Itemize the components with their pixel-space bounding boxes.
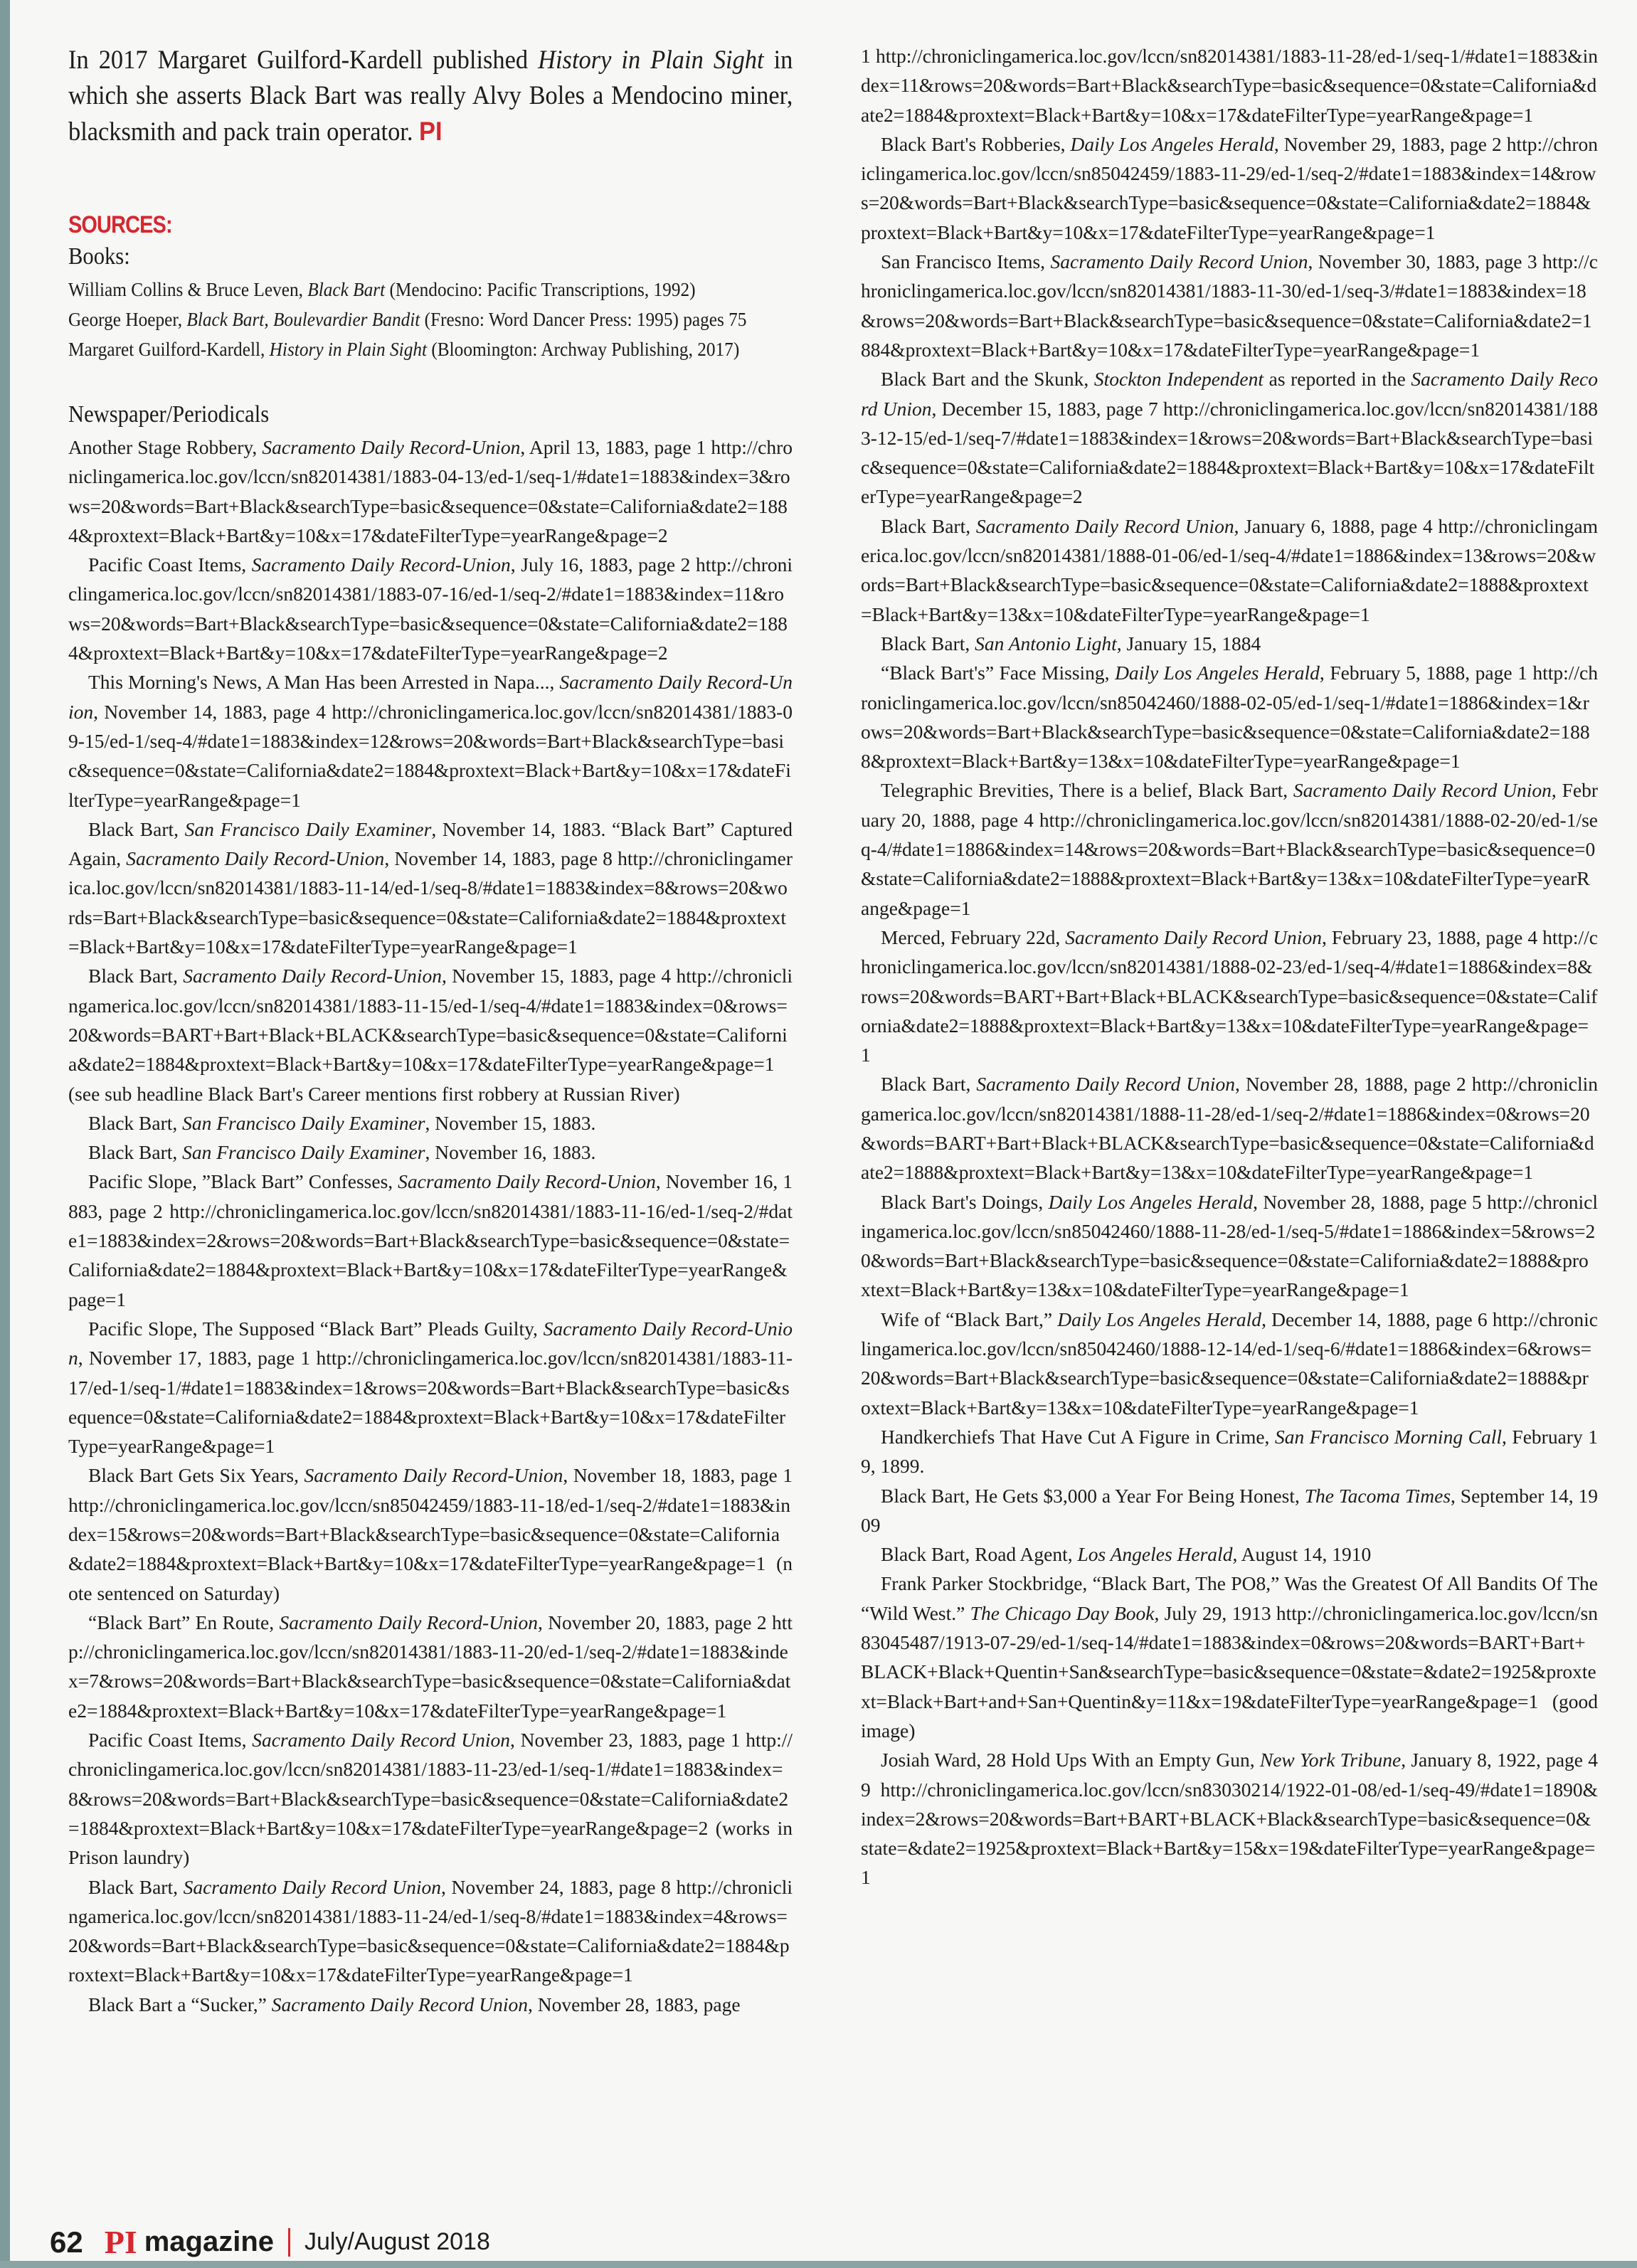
- citation-text: Black Bart,: [881, 514, 976, 537]
- newspaper-citation: [861, 512, 1598, 629]
- citation-text: , February 19, 1899.: [861, 1425, 1598, 1478]
- citation-text: Black Bart, He Gets $3,000 a Year For Being Honest,: [881, 1484, 1305, 1507]
- citation-text: Pacific Slope, The Supposed “Black Bart” Pleads Guilty,: [88, 1317, 544, 1340]
- newspaper-citation: [861, 364, 1598, 511]
- citation-text: , November 17, 1883, page 1 http://chroniclingamerica.loc.gov/lccn/sn82014381/1883-11-17/ed-1/seq-1/#date1=1883&index=1&rows=20&words=Bart+Black&searchType=basic&sequence=0&state=California&date2=1884&proxtext=Black+Bart&y=10&x=17&dateFilterType=yearRange&page=1: [68, 1347, 793, 1458]
- publication-title: Sacramento Daily Record Union: [976, 1073, 1235, 1096]
- newspaper-citation: [68, 1138, 793, 1167]
- citation-text: Black Bart's Robberies,: [881, 132, 1071, 155]
- newspaper-citation: [68, 1990, 793, 2019]
- newspaper-citation: [861, 775, 1598, 922]
- citation-text: (Bloomington: Archway Publishing, 2017): [427, 338, 740, 360]
- newspaper-citation: [861, 1745, 1598, 1892]
- citation-text: Black Bart,: [88, 1111, 183, 1134]
- left-column: [68, 43, 793, 2019]
- newspaper-citation: [68, 1461, 793, 1607]
- publication-title: San Francisco Daily Examiner: [182, 1111, 425, 1134]
- book-citation: [68, 304, 747, 334]
- citation-text: , November 16, 1883.: [425, 1141, 596, 1164]
- citation-text: Black Bart,: [88, 1875, 184, 1898]
- publication-title: Sacramento Daily Record-Union: [68, 1317, 793, 1369]
- newspaper-citation: [861, 1422, 1598, 1481]
- publication-title: Black Bart, Boulevardier Bandit: [186, 308, 420, 330]
- page-number: 62: [50, 2225, 83, 2259]
- newspaper-citation: [68, 550, 793, 667]
- citation-text: Wife of “Black Bart,”: [881, 1308, 1058, 1330]
- citation-text: William Collins & Bruce Leven,: [68, 278, 308, 300]
- citation-text: Black Bart,: [88, 1141, 183, 1164]
- citation-text: Handkerchiefs That Have Cut A Figure in Crime,: [881, 1425, 1275, 1448]
- page-edge: [0, 0, 10, 2268]
- issue-date: July/August 2018: [304, 2228, 490, 2255]
- publication-title: Stockton Independent: [1093, 368, 1264, 391]
- magazine-logo-text: magazine: [144, 2226, 275, 2257]
- books-list: [68, 275, 793, 364]
- citation-text: , December 15, 1883, page 7 http://chroniclingamerica.loc.gov/lccn/sn82014381/1883-12-15/ed-1/seq-7/#date1=1883&index=1&rows=20&words=Bart+Black&searchType=basic&sequence=0&state=California&date2=1884&proxtext=Black+Bart&y=10&x=17&dateFilterType=yearRange&page=2: [861, 397, 1598, 508]
- publication-title: Sacramento Daily Record-Union: [262, 436, 521, 458]
- publication-title: History in Plain Sight: [269, 338, 428, 360]
- newspaper-citation: [68, 1872, 793, 1990]
- citation-text: , November 14, 1883, page 8 http://chroniclingamerica.loc.gov/lccn/sn82014381/1883-11-14/ed-1/seq-8/#date1=1883&index=8&rows=20&words=Bart+Black&searchType=basic&sequence=0&state=California&date2=1884&proxtext=Black+Bart&y=10&x=17&dateFilterType=yearRange&page=1: [68, 847, 793, 958]
- citation-text: Black Bart, Road Agent,: [881, 1543, 1078, 1566]
- page-edge-bottom: [0, 2261, 1637, 2268]
- newspaper-citation: [861, 1540, 1598, 1569]
- book-citation: [68, 275, 735, 304]
- publication-title: Sacramento Daily Record Union: [1293, 779, 1552, 802]
- citation-text: In 2017 Margaret Guilford-Kardell published: [68, 46, 539, 75]
- publication-title: Daily Los Angeles Herald: [1070, 132, 1274, 155]
- publication-title: Los Angeles Herald: [1077, 1543, 1233, 1566]
- citation-text: San Francisco Items,: [881, 250, 1051, 273]
- citation-text: , February 5, 1888, page 1 http://chroniclingamerica.loc.gov/lccn/sn85042460/1888-02-05/ed-1/seq-1/#date1=1886&index=1&rows=20&words=Bart+Black&searchType=basic&sequence=0&state=California&date2=1888&proxtext=Black+Bart&y=13&x=10&dateFilterType=yearRange&page=1: [861, 662, 1598, 773]
- publication-title: History in Plain Sight: [538, 46, 764, 75]
- citation-text: , January 6, 1888, page 4 http://chroniclingamerica.loc.gov/lccn/sn82014381/1888-01-06/ed-1/seq-4/#date1=1886&index=13&rows=20&words=Bart+Black&searchType=basic&sequence=0&state=California&date2=1888&proxtext=Black+Bart&y=13&x=10&dateFilterType=yearRange&page=1: [861, 514, 1598, 625]
- publication-title: Sacramento Daily Record-Union: [126, 847, 385, 870]
- citation-text: , November 14, 1883, page 4 http://chroniclingamerica.loc.gov/lccn/sn82014381/1883-09-15/ed-1/seq-4/#date1=1883&index=12&rows=20&words=Bart+Black&searchType=basic&sequence=0&state=California&date2=1884&proxtext=Black+Bart&y=10&x=17&dateFilterType=yearRange&page=1: [68, 700, 793, 811]
- citation-text: Pacific Coast Items,: [88, 553, 252, 576]
- citation-text: , August 14, 1910: [1232, 1543, 1372, 1566]
- citation-text: , November 28, 1888, page 2 http://chroniclingamerica.loc.gov/lccn/sn82014381/1888-11-28/ed-1/seq-2/#date1=1886&index=0&rows=20&words=BART+Bart+Black+BLACK&searchType=basic&sequence=0&state=California&date2=1888&proxtext=Black+Bart&y=13&x=10&dateFilterType=yearRange&page=1: [861, 1073, 1598, 1184]
- citation-text: , February 20, 1888, page 4 http://chroniclingamerica.loc.gov/lccn/sn82014381/1888-02-20/ed-1/seq-4/#date1=1886&index=14&rows=20&words=Bart+Black&searchType=basic&sequence=0&state=California&date2=1888&proxtext=Black+Bart&y=13&x=10&dateFilterType=yearRange&page=1: [861, 779, 1598, 919]
- intro-paragraph: [68, 43, 793, 150]
- newspaper-citation: [68, 1608, 793, 1725]
- newspaper-citation: [861, 247, 1598, 364]
- newspaper-citations-left: [68, 433, 793, 2019]
- newspaper-citation: [861, 41, 1598, 129]
- page-footer: [50, 2223, 490, 2261]
- publication-title: Daily Los Angeles Herald: [1057, 1308, 1262, 1330]
- publication-title: Daily Los Angeles Herald: [1115, 662, 1320, 684]
- citation-text: , November 30, 1883, page 3 http://chroniclingamerica.loc.gov/lccn/sn82014381/1883-11-30/ed-1/seq-3/#date1=1883&index=18&rows=20&words=Bart+Black&searchType=basic&sequence=0&state=California&date2=1884&proxtext=Black+Bart&y=10&x=17&dateFilterType=yearRange&page=1: [861, 250, 1599, 361]
- publication-title: The Tacoma Times: [1304, 1484, 1451, 1507]
- newspaper-citation: [68, 1108, 793, 1138]
- publication-title: Sacramento Daily Record-Union: [304, 1464, 563, 1487]
- citation-text: , November 23, 1883, page 1 http://chroniclingamerica.loc.gov/lccn/sn82014381/1883-11-23/ed-1/seq-1/#date1=1883&index=8&rows=20&words=Bart+Black&searchType=basic&sequence=0&state=California&date2=1884&proxtext=Black+Bart&y=10&x=17&dateFilterType=yearRange&page=2 (works in Prison laundry): [68, 1729, 793, 1869]
- newspaper-citation: [68, 1725, 793, 1872]
- citation-text: Pacific Slope, ”Black Bart” Confesses,: [88, 1170, 398, 1193]
- book-citation: [68, 334, 740, 364]
- publication-title: Sacramento Daily Record Union: [975, 514, 1234, 537]
- citation-text: , November 28, 1888, page 5 http://chroniclingamerica.loc.gov/lccn/sn85042460/1888-11-28/ed-1/seq-5/#date1=1886&index=5&rows=20&words=Bart+Black&searchType=basic&sequence=0&state=California&date2=1888&proxtext=Black+Bart&y=13&x=10&dateFilterType=yearRange&page=1: [861, 1190, 1598, 1301]
- citation-text: Black Bart,: [881, 1073, 977, 1096]
- magazine-logo-pi: PI: [104, 2224, 137, 2260]
- newspaper-citation: [861, 629, 1598, 658]
- newspaper-citation: [861, 1305, 1598, 1422]
- citation-text: , July 29, 1913 http://chroniclingamerica.loc.gov/lccn/sn83045487/1913-07-29/ed-1/seq-14/#date1=1883&index=0&rows=20&words=BART+Bart+BLACK+Black+Quentin+San&searchType=basic&sequence=0&state=&date2=1925&proxtext=Black+Bart+and+San+Quentin&y=11&x=19&dateFilterType=yearRange&page=1 (good image): [861, 1601, 1598, 1742]
- newspaper-citation: [68, 1167, 793, 1313]
- citation-text: , September 14, 1909: [861, 1484, 1599, 1536]
- publication-title: Sacramento Daily Record-Union: [183, 965, 442, 987]
- citation-text: Black Bart's Doings,: [881, 1190, 1049, 1213]
- citation-text: 1 http://chroniclingamerica.loc.gov/lccn/sn82014381/1883-11-28/ed-1/seq-1/#date1=1883&index=11&rows=20&words=Bart+Black&searchType=basic&sequence=0&state=California&date2=1884&proxtext=Black+Bart&y=10&x=17&dateFilterType=yearRange&page=1: [861, 45, 1598, 126]
- citation-text: Black Bart,: [88, 817, 185, 840]
- citation-text: , November 28, 1883, page: [527, 1993, 741, 2015]
- citation-text: , January 15, 1884: [1116, 632, 1261, 655]
- publication-title: The Chicago Day Book: [970, 1601, 1155, 1624]
- publication-title: San Francisco Morning Call: [1274, 1425, 1502, 1448]
- publication-title: Daily Los Angeles Herald: [1048, 1190, 1254, 1213]
- citation-text: , February 23, 1888, page 4 http://chroniclingamerica.loc.gov/lccn/sn82014381/1888-02-23/ed-1/seq-4/#date1=1886&index=8&rows=20&words=BART+Bart+Black+BLACK&searchType=basic&sequence=0&state=California&date2=1888&proxtext=Black+Bart&y=13&x=10&dateFilterType=yearRange&page=1: [861, 926, 1599, 1066]
- newspaper-citation: [861, 1481, 1598, 1540]
- publication-title: Sacramento Daily Record Union: [271, 1993, 528, 2015]
- citation-text: Black Bart and the Skunk,: [881, 368, 1094, 391]
- citation-text: , December 14, 1888, page 6 http://chroniclingamerica.loc.gov/lccn/sn85042460/1888-12-14/ed-1/seq-6/#date1=1886&index=6&rows=20&words=Bart+Black&searchType=basic&sequence=0&state=California&date2=1888&proxtext=Black+Bart&y=13&x=10&dateFilterType=yearRange&page=1: [861, 1308, 1599, 1419]
- citation-text: George Hoeper,: [68, 308, 187, 330]
- citation-text: Frank Parker Stockbridge, “Black Bart, The PO8,” Was the Greatest Of All Bandits Of The “Wild West.”: [861, 1572, 1598, 1624]
- citation-text: , November 15, 1883.: [425, 1111, 596, 1134]
- publication-title: Sacramento Daily Record Union: [183, 1875, 442, 1898]
- pi-end-mark: PI: [419, 117, 443, 146]
- citation-text: “Black Bart's” Face Missing,: [881, 662, 1116, 684]
- newspapers-heading: Newspaper/Periodicals: [68, 401, 270, 428]
- citation-text: , July 16, 1883, page 2 http://chroniclingamerica.loc.gov/lccn/sn82014381/1883-07-16/ed-1/seq-2/#date1=1883&index=11&rows=20&words=Bart+Black&searchType=basic&sequence=0&state=California&date2=1884&proxtext=Black+Bart&y=10&x=17&dateFilterType=yearRange&page=2: [68, 553, 793, 664]
- publication-title: Sacramento Daily Record-Union: [398, 1170, 656, 1193]
- newspaper-citation: [68, 815, 793, 961]
- citation-text: , November 16, 1883, page 2 http://chroniclingamerica.loc.gov/lccn/sn82014381/1883-11-16/ed-1/seq-2/#date1=1883&index=2&rows=20&words=Bart+Black&searchType=basic&sequence=0&state=California&date2=1884&proxtext=Black+Bart&y=10&x=17&dateFilterType=yearRange&page=1: [68, 1170, 793, 1310]
- footer-divider: [288, 2228, 290, 2257]
- citation-text: Margaret Guilford-Kardell,: [68, 338, 270, 360]
- citation-text: Merced, February 22d,: [881, 926, 1066, 948]
- newspaper-citation: [861, 1187, 1598, 1305]
- citation-text: Black Bart a “Sucker,”: [88, 1993, 272, 2015]
- publication-title: Sacramento Daily Record Union: [252, 1729, 511, 1752]
- publication-title: Black Bart: [307, 278, 386, 300]
- citation-text: , January 8, 1922, page 49 http://chroniclingamerica.loc.gov/lccn/sn83030214/1922-01-08/ed-1/seq-49/#date1=1890&index=2&rows=20&words=Bart+BART+BLACK+Black&searchType=basic&sequence=0&state=&date2=1925&proxtext=Black+Bart&y=15&x=19&dateFilterType=yearRange&page=1: [861, 1749, 1598, 1889]
- citation-text: , November 20, 1883, page 2 http://chroniclingamerica.loc.gov/lccn/sn82014381/1883-11-20/ed-1/seq-2/#date1=1883&index=7&rows=20&words=Bart+Black&searchType=basic&sequence=0&state=California&date2=1884&proxtext=Black+Bart&y=10&x=17&dateFilterType=yearRange&page=1: [68, 1611, 793, 1722]
- citation-text: as reported in the: [1263, 368, 1411, 391]
- newspaper-citation: [68, 667, 793, 814]
- newspaper-citation: [68, 1314, 793, 1461]
- citation-text: , November 29, 1883, page 2 http://chroniclingamerica.loc.gov/lccn/sn85042459/1883-11-29/ed-1/seq-2/#date1=1883&index=14&rows=20&words=Bart+Black&searchType=basic&sequence=0&state=California&date2=1884&proxtext=Black+Bart&y=10&x=17&dateFilterType=yearRange&page=1: [861, 132, 1599, 243]
- citation-text: Pacific Coast Items,: [88, 1729, 253, 1752]
- citation-text: , November 14, 1883. “Black Bart” Captured Again,: [68, 817, 793, 870]
- citation-text: , November 15, 1883, page 4 http://chroniclingamerica.loc.gov/lccn/sn82014381/1883-11-15/ed-1/seq-4/#date1=1883&index=0&rows=20&words=BART+Bart+Black+BLACK&searchType=basic&sequence=0&state=California&date2=1884&proxtext=Black+Bart&y=10&x=17&dateFilterType=yearRange&page=1 (see sub headline Black Bart's Career mentions first robbery at Russian River): [68, 965, 793, 1105]
- publication-title: Sacramento Daily Record-Union: [251, 553, 511, 576]
- citation-text: in which she asserts Black Bart was really Alvy Boles a Mendocino miner, blacksmith and pack train operator.: [68, 46, 793, 147]
- citation-text: This Morning's News, A Man Has been Arrested in Napa...,: [88, 671, 560, 694]
- newspaper-citation: [861, 129, 1598, 247]
- newspaper-citations-right: [861, 41, 1598, 1892]
- citation-text: Telegraphic Brevities, There is a belief, Black Bart,: [881, 779, 1293, 802]
- citation-text: Black Bart,: [88, 965, 184, 987]
- citation-text: (Mendocino: Pacific Transcriptions, 1992): [385, 278, 696, 300]
- citation-text: (Fresno: Word Dancer Press: 1995) pages 75: [420, 308, 747, 330]
- publication-title: New York Tribune: [1259, 1749, 1402, 1771]
- publication-title: Sacramento Daily Record Union: [1065, 926, 1322, 948]
- citation-text: , November 24, 1883, page 8 http://chroniclingamerica.loc.gov/lccn/sn82014381/1883-11-24/ed-1/seq-8/#date1=1883&index=4&rows=20&words=Bart+Black&searchType=basic&sequence=0&state=California&date2=1884&proxtext=Black+Bart&y=10&x=17&dateFilterType=yearRange&page=1: [68, 1875, 793, 1986]
- newspaper-citation: [861, 1569, 1598, 1745]
- publication-title: San Francisco Daily Examiner: [182, 1141, 425, 1164]
- right-column: [861, 41, 1598, 1892]
- newspaper-citation: [68, 433, 793, 550]
- citation-text: “Black Bart” En Route,: [88, 1611, 280, 1633]
- publication-title: Sacramento Daily Record Union: [1050, 250, 1308, 273]
- newspaper-citation: [68, 961, 793, 1108]
- citation-text: Black Bart Gets Six Years,: [88, 1464, 304, 1487]
- newspaper-citation: [861, 923, 1598, 1069]
- publication-title: Sacramento Daily Record Union: [861, 368, 1598, 420]
- newspaper-citation: [861, 658, 1598, 775]
- publication-title: San Francisco Daily Examiner: [184, 817, 432, 840]
- sources-heading: SOURCES:: [68, 211, 172, 238]
- citation-text: Josiah Ward, 28 Hold Ups With an Empty Gun,: [881, 1749, 1260, 1771]
- publication-title: San Antonio Light: [975, 632, 1117, 655]
- citation-text: , April 13, 1883, page 1 http://chroniclingamerica.loc.gov/lccn/sn82014381/1883-04-13/ed-1/seq-1/#date1=1883&index=3&rows=20&words=Bart+Black&searchType=basic&sequence=0&state=California&date2=1884&proxtext=Black+Bart&y=10&x=17&dateFilterType=yearRange&page=2: [68, 436, 793, 546]
- newspaper-citation: [861, 1069, 1598, 1187]
- citation-text: Another Stage Robbery,: [68, 436, 263, 458]
- citation-text: , November 18, 1883, page 1 http://chroniclingamerica.loc.gov/lccn/sn85042459/1883-11-18/ed-1/seq-2/#date1=1883&index=15&rows=20&words=Bart+Black&searchType=basic&sequence=0&state=California&date2=1884&proxtext=Black+Bart&y=10&x=17&dateFilterType=yearRange&page=1 (note sentenced on Saturday): [68, 1464, 793, 1604]
- books-heading: Books:: [68, 243, 130, 270]
- publication-title: Sacramento Daily Record-Union: [68, 671, 793, 723]
- citation-text: Black Bart,: [881, 632, 975, 655]
- publication-title: Sacramento Daily Record-Union: [279, 1611, 538, 1633]
